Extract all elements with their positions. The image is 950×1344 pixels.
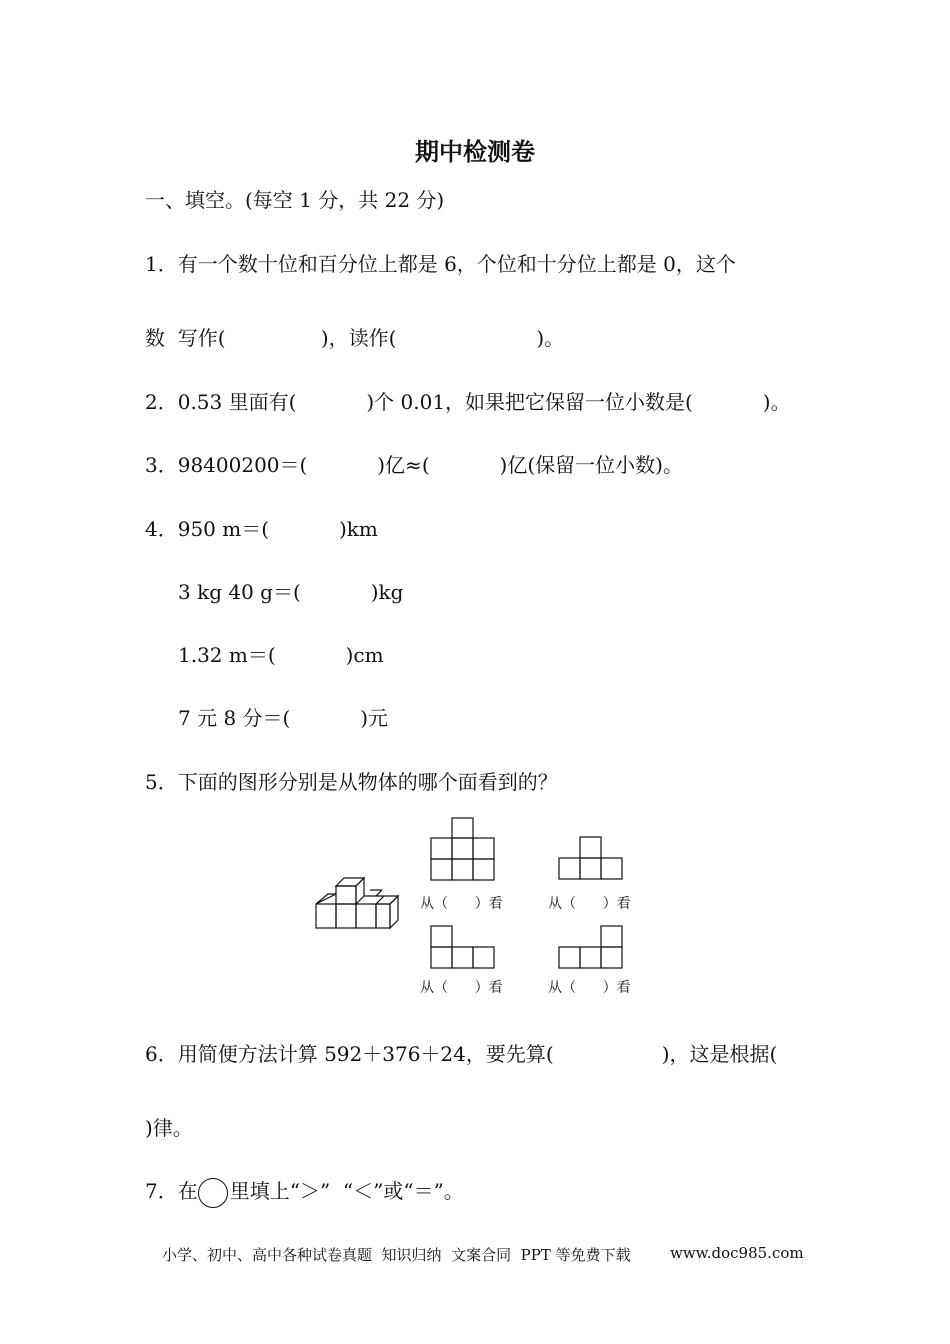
question-7-suffix: 里填上“＞” “＜”或“＝”。 <box>229 1179 464 1203</box>
footer-link[interactable]: www.doc985.com <box>670 1244 804 1262</box>
question-1-line-1: 1．有一个数十位和百分位上都是 6，个位和十分位上都是 0，这个 <box>145 252 736 276</box>
section-heading: 一、填空。(每空 1 分，共 22 分) <box>145 188 445 212</box>
question-5: 5．下面的图形分别是从物体的哪个面看到的？ <box>145 770 558 794</box>
question-6-line-2: )律。 <box>145 1116 193 1140</box>
question-4-part-d: 7 元 8 分＝( )元 <box>178 706 389 730</box>
view-figure-2 <box>558 836 628 882</box>
view-label-3: 从（ ）看 <box>420 980 503 996</box>
question-6-line-1: 6．用简便方法计算 592＋376＋24，要先算( )，这是根据( <box>145 1042 778 1066</box>
footer-text: 小学、初中、高中各种试卷真题 知识归纳 文案合同 PPT 等免费下载 <box>162 1246 631 1264</box>
view-figure-1 <box>430 817 500 883</box>
question-7 <box>145 1177 464 1208</box>
page-title: 期中检测卷 <box>415 138 535 166</box>
view-label-1: 从（ ）看 <box>420 896 503 912</box>
question-4-part-a: 4．950 m＝( )km <box>145 517 378 541</box>
view-label-2: 从（ ）看 <box>548 896 631 912</box>
cube-object-figure <box>310 872 420 934</box>
question-1-line-2: 数 写作( )，读作( )。 <box>145 326 565 350</box>
view-figure-3 <box>430 925 500 971</box>
question-2: 2．0.53 里面有( )个 0.01，如果把它保留一位小数是( )。 <box>145 390 791 414</box>
view-figure-4 <box>558 925 628 971</box>
view-label-4: 从（ ）看 <box>548 980 631 996</box>
question-4-part-c: 1.32 m＝( )cm <box>178 643 384 667</box>
question-7-prefix: 7．在 <box>145 1179 198 1203</box>
question-3: 3．98400200＝( )亿≈( )亿(保留一位小数)。 <box>145 453 683 477</box>
circle-blank-icon <box>198 1178 228 1208</box>
question-4-part-b: 3 kg 40 g＝( )kg <box>178 580 404 604</box>
